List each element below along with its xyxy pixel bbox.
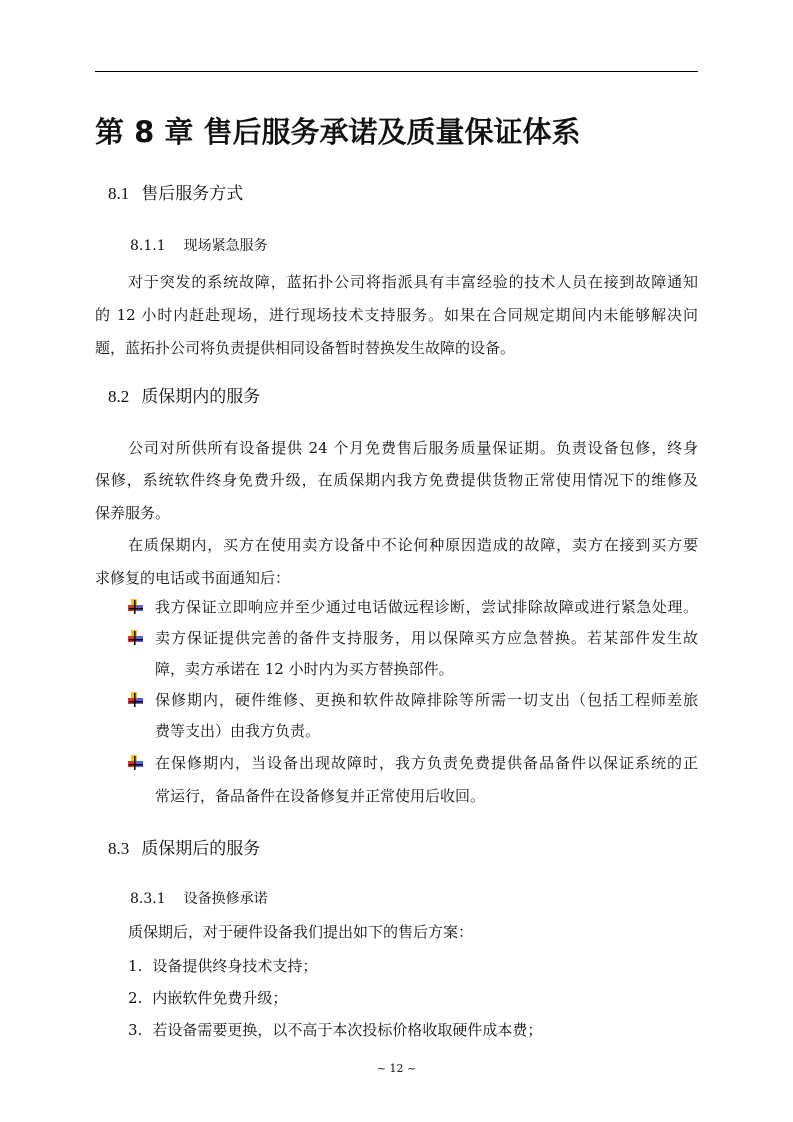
list-text: 设备提供终身技术支持； [152, 957, 318, 975]
paragraph-line: 质保期后，对于硬件设备我们提出如下的售后方案： [128, 923, 474, 941]
section-8-2-heading [108, 386, 260, 408]
paragraph-line: 题，蓝拓扑公司将负责提供相同设备暂时替换发生故障的设备。 [95, 339, 516, 357]
paragraph-line: 保养服务。 [95, 504, 171, 522]
header-rule [95, 71, 698, 72]
paragraph-line: 对于突发的系统故障，蓝拓扑公司将指派具有丰富经验的技术人员在接到故障通知 [128, 273, 698, 291]
section-title: 质保期后的服务 [141, 839, 261, 859]
section-title: 售后服务方式 [141, 184, 244, 204]
bullet-icon [128, 630, 144, 646]
section-number: 8.3 [108, 839, 130, 858]
section-title: 现场紧急服务 [183, 238, 268, 254]
bullet-icon [128, 599, 144, 615]
section-number: 8.1 [108, 184, 130, 203]
section-title: 设备换修承诺 [183, 891, 268, 907]
list-number: 1. [128, 957, 143, 975]
paragraph-line: 的 12 小时内赶赴现场，进行现场技术支持服务。如果在合同规定期间内未能够解决问 [95, 306, 698, 324]
bullet-text: 保修期内，硬件维修、更换和软件故障排除等所需一切支出（包括工程师差旅 [155, 691, 698, 709]
section-8-3-1-heading [130, 889, 268, 909]
page-number: ~ 12 ~ [376, 1062, 417, 1075]
list-text: 若设备需要更换，以不高于本次投标价格收取硬件成本费； [152, 1021, 543, 1039]
paragraph-line: 在质保期内，买方在使用卖方设备中不论何种原因造成的故障，卖方在接到买方要 [128, 536, 698, 554]
section-number: 8.1.1 [130, 238, 166, 254]
bullet-text: 卖方保证提供完善的备件支持服务，用以保障买方应急替换。若某部件发生故 [155, 629, 698, 647]
bullet-icon [128, 692, 144, 708]
list-number: 2. [128, 989, 143, 1007]
paragraph-line: 公司对所供所有设备提供 24 个月免费售后服务质量保证期。负责设备包修，终身 [128, 439, 698, 457]
paragraph-line: 求修复的电话或书面通知后： [95, 569, 291, 587]
bullet-text: 我方保证立即响应并至少通过电话做远程诊断，尝试排除故障或进行紧急处理。 [155, 598, 698, 616]
list-item [128, 988, 287, 1008]
section-number: 8.2 [108, 387, 130, 406]
list-item [128, 956, 317, 976]
bullet-icon [128, 755, 144, 771]
paragraph-line: 保修，系统软件终身免费升级，在质保期内我方免费提供货物正常使用情况下的维修及 [95, 471, 698, 489]
bullet-text: 费等支出）由我方负责。 [155, 722, 321, 740]
bullet-text: 障，卖方承诺在 12 小时内为买方替换部件。 [155, 660, 454, 678]
list-text: 内嵌软件免费升级； [152, 989, 288, 1007]
section-8-3-heading [108, 838, 260, 860]
bullet-text: 常运行，备品备件在设备修复并正常使用后收回。 [155, 787, 486, 805]
section-8-1-1-heading [130, 236, 268, 256]
list-item [128, 1020, 542, 1040]
list-number: 3. [128, 1021, 143, 1039]
section-number: 8.3.1 [130, 891, 166, 907]
bullet-text: 在保修期内，当设备出现故障时，我方负责免费提供备品备件以保证系统的正 [155, 754, 698, 772]
section-8-1-heading [108, 183, 243, 205]
section-title: 质保期内的服务 [141, 387, 261, 407]
chapter-title: 第 8 章 售后服务承诺及质量保证体系 [95, 115, 581, 149]
